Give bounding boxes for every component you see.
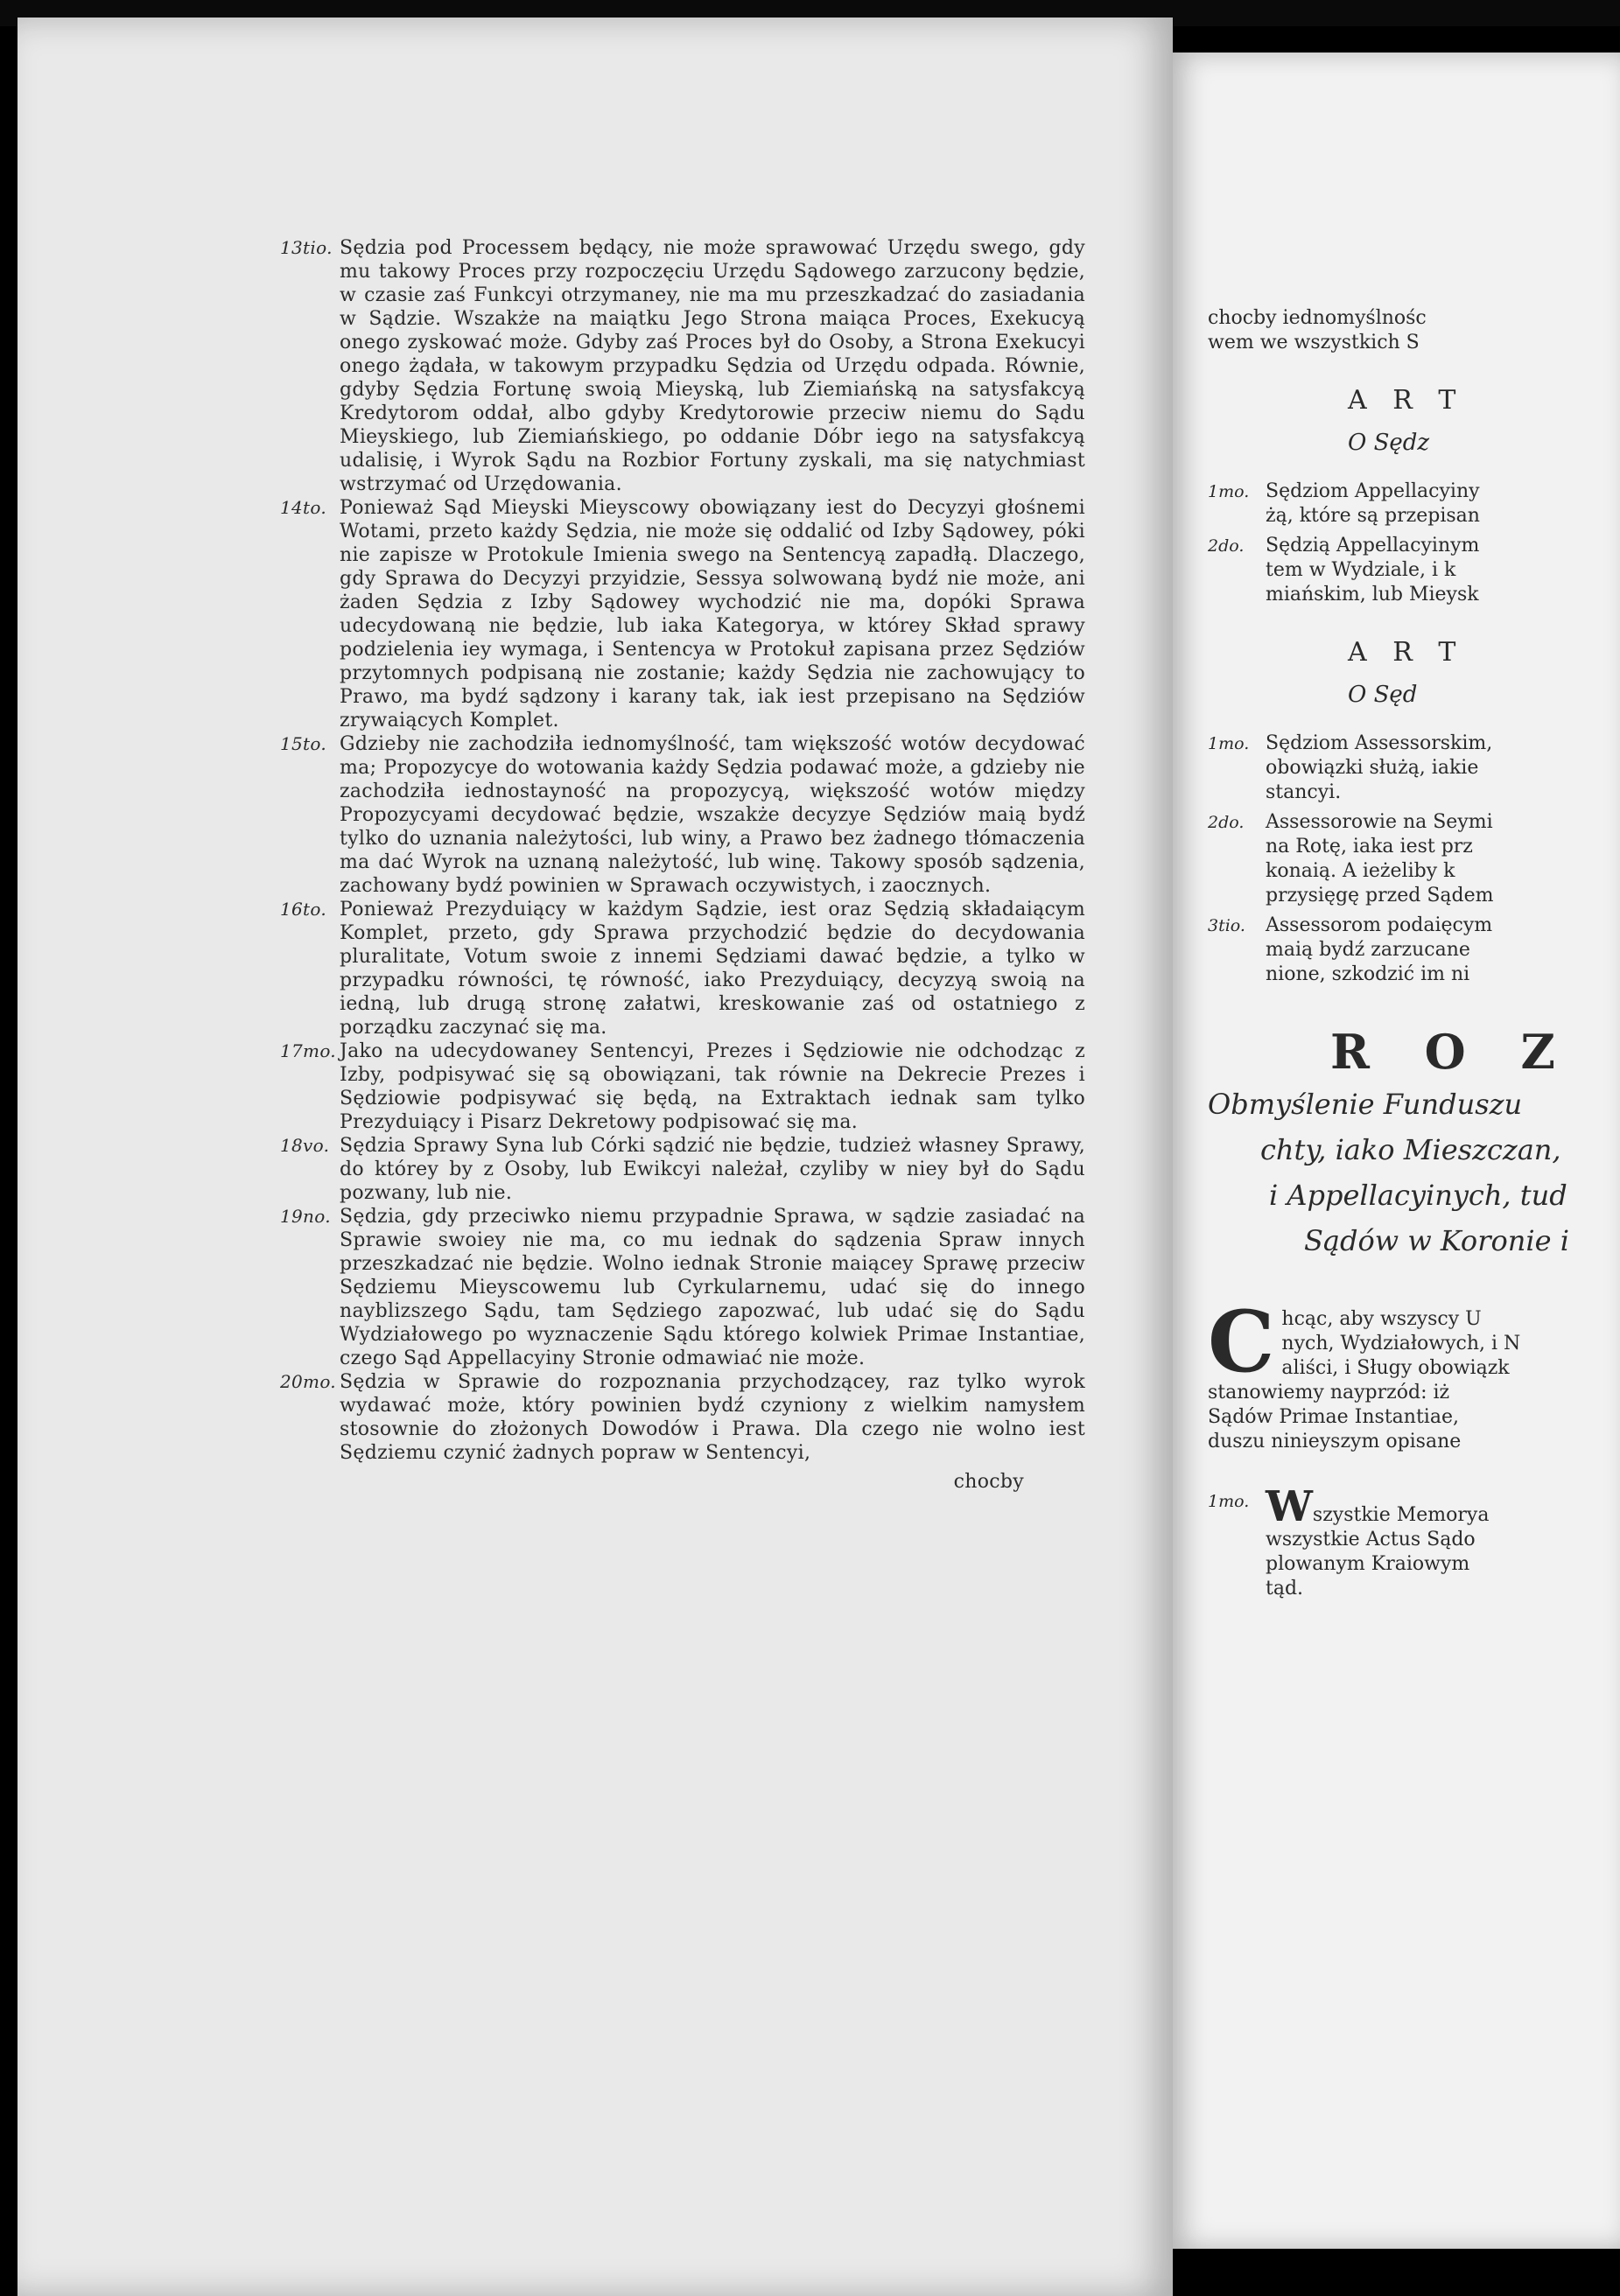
text-line: wem we wszystkich S [1208,332,1420,354]
text-line: nych, Wydziałowych, i N [1281,1333,1521,1354]
item-number: 2do. [1208,813,1245,832]
text-line: obowiązki służą, iakie [1266,757,1479,779]
text-line: stanowiemy nayprzód: iż [1208,1382,1450,1404]
left-page [18,18,1173,2296]
text-line: żą, które są przepisan [1266,505,1480,527]
paragraph-number: 19no. [280,1206,331,1227]
paragraph-text: Ponieważ Prezyduiący w każdym Sądzie, iest oraz Sędzią składaiącym Komplet, przeto, gdy Sprawa przychodzić będzie do decydowania pluralitate, Votum swoie z innemi Sędziami dawać będzie, a tylko w przypadku równości, tę równość, iako Prezyduiący, decyzyą swoią na iedną, lub drugą stronę załatwi, kreskowanie zaś od ostatniego z porządku zaczynać się ma. [340,899,1085,1039]
text-line: wszystkie Actus Sądo [1266,1529,1476,1550]
paragraph-text: Sędzia, gdy przeciwko niemu przypadnie Sprawa, w sądzie zasiadać na Sprawie swoiey nie ma, co mu iednak do sądzenia Spraw innych przeszkadzać nie będzie. Wolno iednak Stronie maiącey Sprawę przeciw Sędziemu Mieyscowemu lub Cyrkularnemu, udać się do innego nayblizszego Sądu, tam Sędziego zapozwać, lub udać się do Sądu Wydziałowego po wyznaczenie Sądu którego kolwiek Primae Instantiae, czego Sąd Appellacyiny Stronie odmawiać nie może. [340,1206,1085,1369]
subtitle-line: chty, iako Mieszczan, [1260,1133,1561,1166]
article-heading: A R T [1348,385,1465,416]
article-subheading: O Sęd [1348,682,1418,708]
paragraph-text: Sędzia pod Processem będący, nie może sprawować Urzędu swego, gdy mu takowy Proces przy rozpoczęciu Urzędu Sądowego zarzucony będzie, w czasie zaś Funkcyi otrzymaney, nie ma mu przeszkadzać do zasiadania w Sądzie. Wszakże na maiątku Jego Strona maiąca Proces, Exekucyą onego zyskować może. Gdyby zaś Proces był do Osoby, a Strona Exekucyi onego żądała, w takowym przypadku Sędzia od Urzędu odpada. Równie, gdyby Sędzia Fortunę swoią Mieyską, lub Ziemiańską na satysfakcyą Kredytorom oddał, albo gdyby Kredytorowie przeciw niemu do Sądu Mieyskiego, lub Ziemiańskiego, po oddanie Dóbr iego na satysfakcyą udalisię, i Wyrok Sądu na Rozbior Fortuny zyskali, ma się natychmiast wstrzymać od Urzędowania. [340,237,1085,495]
subtitle-line: i Appellacyinych, tud [1269,1179,1567,1212]
text-line: stancyi. [1266,781,1342,803]
text-line: na Rotę, iaka iest prz [1266,836,1473,858]
item-text [1266,914,1492,987]
paragraph-text: Sędzia w Sprawie do rozpoznania przychodzącey, raz tylko wyrok wydawać może, który powinien bydź czyniony z wielkim namysłem stosownie do złożonych Dowodów i Prawa. Dla czego nie wolno iest Sędziemu czynić żadnych popraw w Sentencyi, [340,1371,1085,1464]
item-text [1266,480,1480,528]
paragraph-text: Jako na udecydowaney Sentencyi, Prezes i Sędziowie nie odchodząc z Izby, podpisywać się są obowiązani, tak równie na Dekrecie Prezes i Sędziowie podpisywać się będą, na Extraktach iednak sam tylko Prezyduiący i Pisarz Dekretowy podpisować się ma. [340,1040,1085,1133]
item-number: 3tio. [1208,916,1245,935]
item-number: 1mo. [1208,482,1250,501]
text-line: Sędziom Appellacyiny [1266,480,1480,502]
text-line: aliści, i Sługy obowiązk [1281,1357,1510,1379]
text-line: konaią. A ieżeliby k [1266,860,1455,882]
article-paragraph [280,496,1085,732]
article-item [1208,1482,1620,1601]
paragraph-text: Ponieważ Sąd Mieyski Mieyscowy obowiązany iest do Decyzyi głośnemi Wotami, przeto każdy Sędzia, nie może się oddalić od Izby Sądowey, póki nie zapisze w Protokule Imienia swego na Sentencyą zapadłą. Dlaczego, gdy Sprawa do Decyzyi przyidzie, Sessya solwowaną bydź nie może, ani żaden Sędzia z Izby Sądowey wychodzić nie ma, dopóki Sprawa udecydowaną nie będzie, lub iaka Kategorya, w którey Skład sprawy podzielenia iey wymaga, i Sentencya w Protokuł zapisana przez Sędziów przytomnych podpisaną nie zostanie; każdy Sędzia nie zachowujący to Prawo, ma bydź sądzony i karany tak, iak iest przepisano na Sędziów zrywaiących Komplet. [340,497,1085,732]
right-page-text [1208,306,1620,1601]
article-paragraph [280,1205,1085,1370]
article-paragraph [280,236,1085,496]
chapter-heading: R O Z [1330,1024,1574,1080]
article-subheading: O Sędz [1348,430,1430,456]
text-line: duszu ninieyszym opisane [1208,1431,1462,1452]
article-paragraph [280,898,1085,1040]
text-fragment: szystkie Memorya [1312,1504,1490,1526]
text-line: Assessorowie na Seymi [1266,811,1493,833]
chapter-subtitle [1208,1082,1620,1264]
item-number: 1mo. [1208,734,1250,753]
paragraph-number: 16to. [280,899,327,920]
paragraph-text: Gdzieby nie zachodziła iednomyślność, tam większość wotów decydować ma; Propozycye do wotowania każdy Sędzia podawać może, a gdzieby nie zachodziła iednostayność na propozycyą, większość wotów między Propozycyami decydować będzie, wszakże decyzye Sędziów maią bydź tylko do uznania należytości, lub winy, a Prawo bez żadnego tłómaczenia ma dać Wyrok na uznaną należytość, lub winę. Takowy sposób sądzenia, zachowany bydź powinien w Sprawach oczywistych, i zaocznych. [340,733,1085,897]
paragraph-number: 18vo. [280,1135,330,1156]
left-page-text [280,236,1085,1494]
text-line: Sądów Primae Instantiae, [1208,1406,1459,1428]
article-item [1208,534,1620,607]
text-line: tem w Wydziale, i k [1266,559,1456,581]
text-line: chocby iednomyślnośc [1208,307,1427,329]
drop-capital: C [1208,1292,1275,1391]
article-paragraph [280,1370,1085,1465]
subtitle-line: Obmyślenie Funduszu [1208,1088,1523,1121]
text-line: Assessorom podaięcym [1266,914,1493,936]
item-text [1266,810,1494,908]
article-item [1208,732,1620,805]
article-item [1208,480,1620,528]
right-page [1173,52,1620,2249]
text-line [1266,1482,1490,1531]
article-paragraph [280,1134,1085,1205]
paragraph-number: 13tio. [280,237,333,258]
text-line: przysięgę przed Sądem [1266,885,1494,906]
text-line: hcąc, aby wszyscy U [1281,1308,1482,1330]
intro-paragraph [1208,1292,1620,1454]
article-item [1208,810,1620,908]
paragraph-text: Sędzia Sprawy Syna lub Córki sądzić nie będzie, tudzież własney Sprawy, do którey by z Osoby, lub Ewikcyi należał, czyliby w niey był do Sądu pozwany, lub nie. [340,1135,1085,1204]
paragraph-number: 15to. [280,733,327,754]
article-paragraph [280,1040,1085,1134]
text-line: nione, szkodzić im ni [1266,963,1470,985]
text-line: Sędzią Appellacyinym [1266,535,1480,556]
text-line: plowanym Kraiowym [1266,1553,1470,1575]
item-number: 2do. [1208,536,1245,556]
catchword: chocby [953,1471,1024,1493]
item-text [1266,732,1492,805]
drop-capital: W [1266,1482,1313,1531]
paragraph-number: 14to. [280,497,327,518]
text-line: Sędziom Assessorskim, [1266,732,1493,754]
paragraph-number: 17mo. [280,1040,336,1061]
text-line: tąd. [1266,1578,1304,1600]
text-line: miańskim, lub Mieysk [1266,584,1479,606]
item-number: 1mo. [1208,1492,1250,1511]
subtitle-line: Sądów w Koronie i [1304,1224,1569,1257]
article-paragraph [280,732,1085,898]
article-heading: A R T [1348,637,1465,668]
item-text [1266,534,1479,607]
paragraph-number: 20mo. [280,1371,336,1392]
item-text [1266,1482,1490,1601]
article-item [1208,914,1620,987]
text-line: maią bydź zarzucane [1266,939,1470,961]
